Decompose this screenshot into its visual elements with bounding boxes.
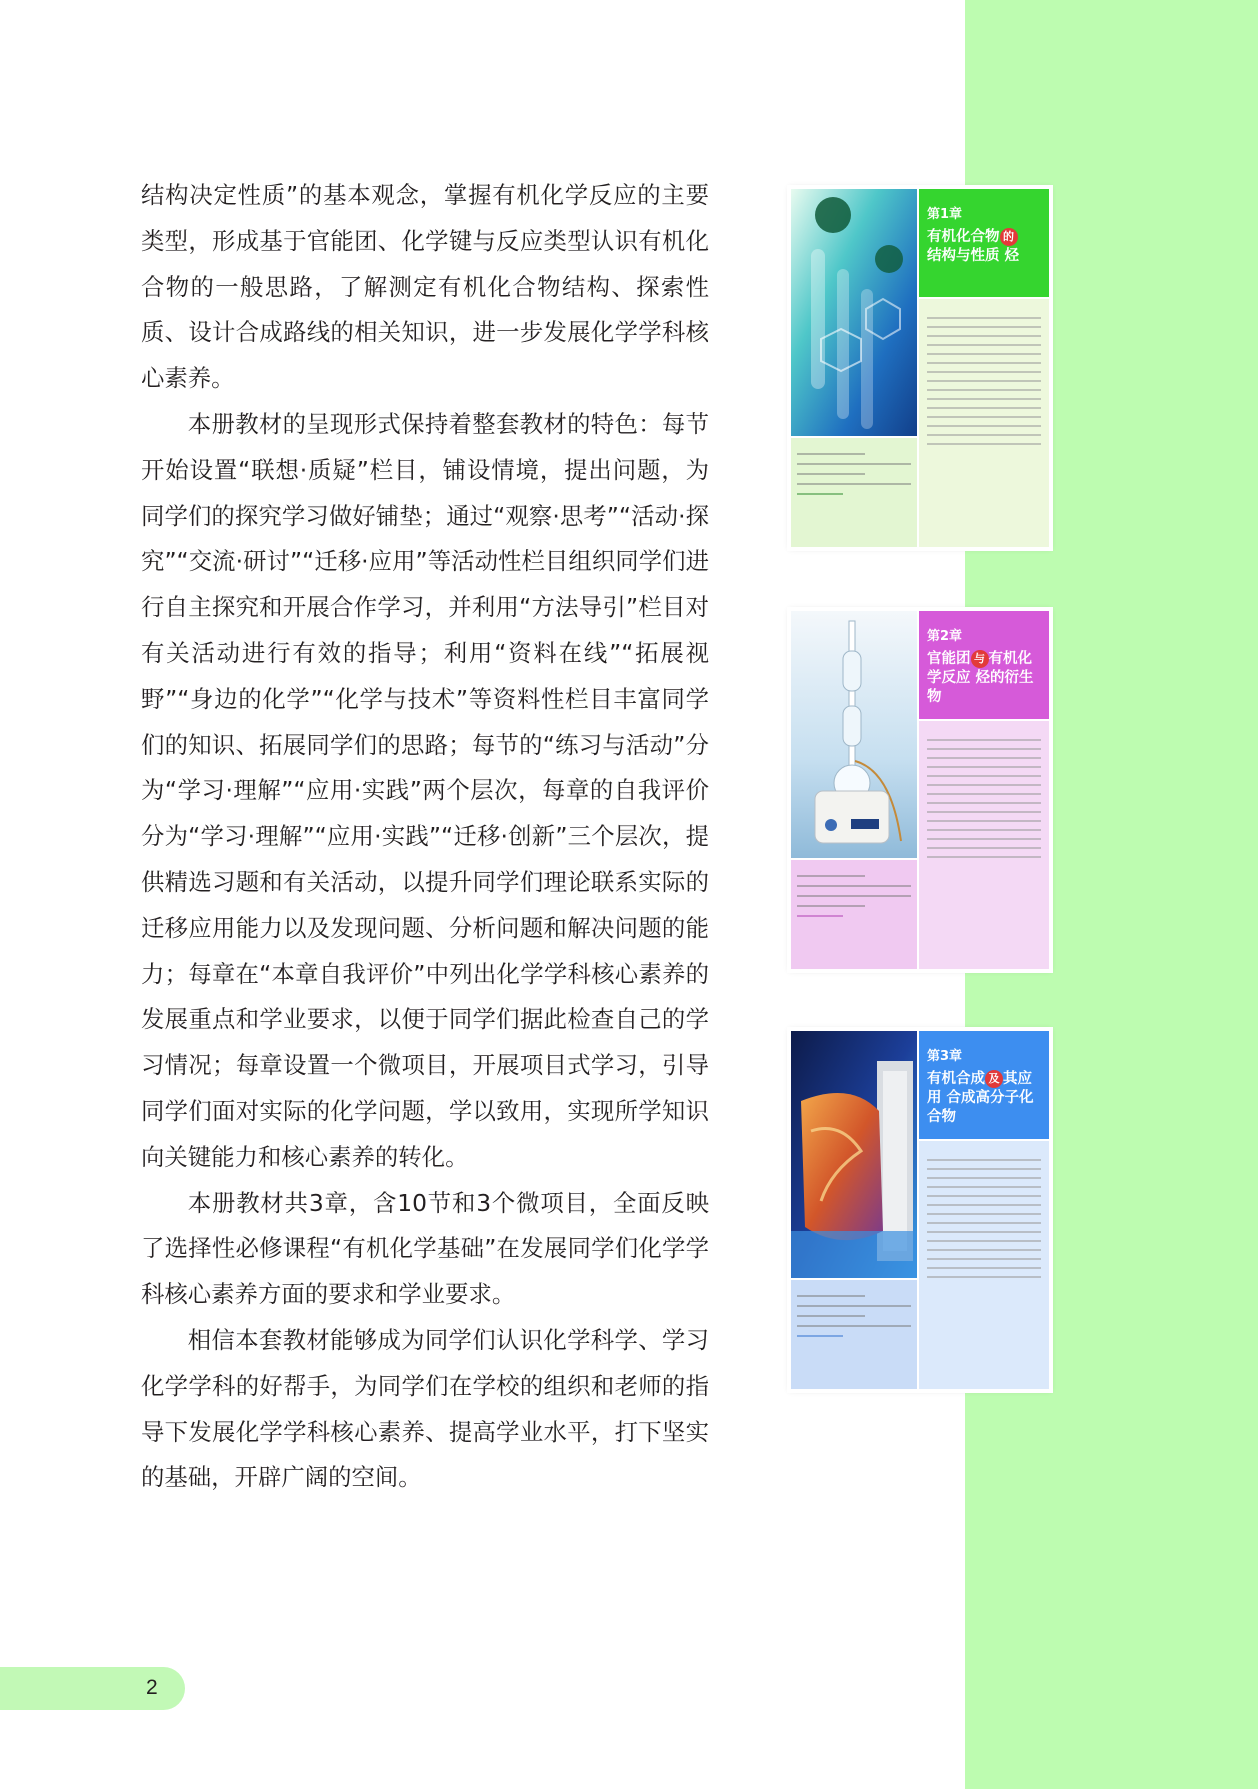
chapter-1-photo: [791, 189, 917, 436]
page-number: 2: [146, 1676, 158, 1699]
chapter-2-title-badge: 与: [971, 650, 989, 668]
chapter-3-intro-text: [919, 1141, 1049, 1389]
chapter-3-title: 有机合成 及 其应用 合成高分子化合物: [927, 1070, 1034, 1125]
preface-body: [141, 173, 709, 1501]
chapter-3-title-badge: 及: [985, 1070, 1003, 1088]
chapter-2-title: 官能团 与 有机化学反应 烃的衍生物: [927, 650, 1034, 705]
chapter-2-title-box: [919, 611, 1049, 719]
chapter-1-thumbnail: [789, 187, 1051, 549]
paragraph-2: 本册教材的呈现形式保持着整套教材的特色：每节开始设置“联想·质疑”栏目，铺设情境，提出问题，为同学们的探究学习做好铺垫；通过“观察·思考”“活动·探究”“交流·研讨”“迁移·应用”等活动性栏目组织同学们进行自主探究和开展合作学习，并利用“方法导引”栏目对有关活动进行有效的指导；利用“资料在线”“拓展视野”“身边的化学”“化学与技术”等资料性栏目丰富同学们的知识、拓展同学们的思路；每节的“练习与活动”分为“学习·理解”“应用·实践”两个层次，每章的自我评价分为“学习·理解”“应用·实践”“迁移·创新”三个层次，提供精选习题和有关活动，以提升同学们理论联系实际的迁移应用能力以及发现问题、分析问题和解决问题的能力；每章在“本章自我评价”中列出化学学科核心素养的发展重点和学业要求，以便于同学们据此检查自己的学习情况；每章设置一个微项目，开展项目式学习，引导同学们面对实际的化学问题，学以致用，实现所学知识向关键能力和核心素养的转化。: [141, 409, 709, 1171]
paragraph-1: 结构决定性质”的基本观念，掌握有机化学反应的主要类型，形成基于官能团、化学键与反应类型认识有机化合物的一般思路，了解测定有机化合物结构、探索性质、设计合成路线的相关知识，进一步发展化学学科核心素养。: [141, 181, 709, 393]
chapter-3-photo: [791, 1031, 917, 1278]
chapter-3-toc: [791, 1280, 917, 1389]
chapter-2-intro-text: [919, 721, 1049, 969]
chapter-2-thumbnail: [789, 609, 1051, 971]
chapter-3-title-box: [919, 1031, 1049, 1139]
chapter-1-title-badge: 的: [1000, 228, 1018, 246]
chapter-1-label: 第1章: [927, 207, 963, 222]
chapter-1-intro-text: [919, 299, 1049, 547]
chapter-1-toc: [791, 438, 917, 547]
chapter-3-label: 第3章: [927, 1049, 963, 1064]
chapter-3-thumbnail: [789, 1029, 1051, 1391]
chapter-2-label: 第2章: [927, 629, 963, 644]
paragraph-3: 本册教材共3章，含10节和3个微项目，全面反映了选择性必修课程“有机化学基础”在发展同学们化学学科核心素养方面的要求和学业要求。: [141, 1188, 709, 1309]
chapter-1-title: 有机化合物 的 结构与性质 烃: [927, 228, 1020, 264]
chapter-1-title-box: [919, 189, 1049, 297]
chapter-2-photo: [791, 611, 917, 858]
chapter-2-toc: [791, 860, 917, 969]
paragraph-4: 相信本套教材能够成为同学们认识化学科学、学习化学学科的好帮手，为同学们在学校的组织和老师的指导下发展化学学科核心素养、提高学业水平，打下坚实的基础，开辟广阔的空间。: [141, 1325, 709, 1492]
